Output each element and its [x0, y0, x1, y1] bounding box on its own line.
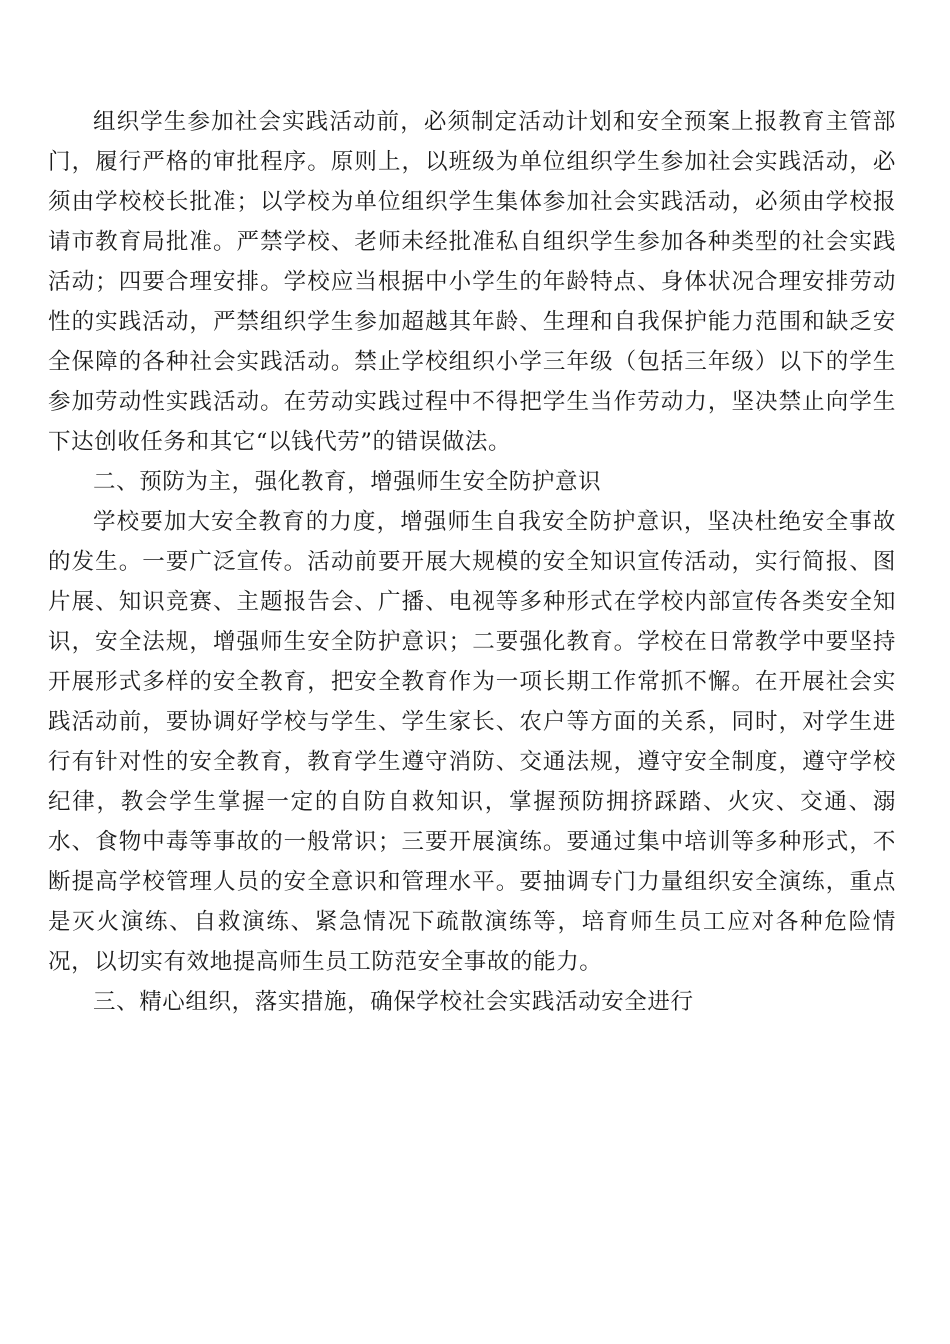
body-paragraph-1: 组织学生参加社会实践活动前，必须制定活动计划和安全预案上报教育主管部门，履行严格的审批程序。原则上，以班级为单位组织学生参加社会实践活动，必须由学校校长批准；以学校为单位组织学生集体参加社会实践活动，必须由学校报请市教育局批准。严禁学校、老师未经批准私自组织学生参加各种类型的社会实践活动；四要合理安排。学校应当根据中小学生的年龄特点、身体状况合理安排劳动性的实践活动，严禁组织学生参加超越其年龄、生理和自我保护能力范围和缺乏安全保障的各种社会实践活动。禁止学校组织小学三年级（包括三年级）以下的学生参加劳动性实践活动。在劳动实践过程中不得把学生当作劳动力，坚决禁止向学生下达创收任务和其它“以钱代劳”的错误做法。: [48, 109, 896, 455]
document-page: [48, 102, 896, 1022]
section-heading-3: 三、精心组织，落实措施，确保学校社会实践活动安全进行: [93, 989, 694, 1015]
body-paragraph-2: 学校要加大安全教育的力度，增强师生自我安全防护意识，坚决杜绝安全事故的发生。一要广泛宣传。活动前要开展大规模的安全知识宣传活动，实行简报、图片展、知识竞赛、主题报告会、广播、电视等多种形式在学校内部宣传各类安全知识，安全法规，增强师生安全防护意识；二要强化教育。学校在日常教学中要坚持开展形式多样的安全教育，把安全教育作为一项长期工作常抓不懈。在开展社会实践活动前，要协调好学校与学生、学生家长、农户等方面的关系，同时，对学生进行有针对性的安全教育，教育学生遵守消防、交通法规，遵守安全制度，遵守学校纪律，教会学生掌握一定的自防自救知识，掌握预防拥挤踩踏、火灾、交通、溺水、食物中毒等事故的一般常识；三要开展演练。要通过集中培训等多种形式，不断提高学校管理人员的安全意识和管理水平。要抽调专门力量组织安全演练，重点是灭火演练、自救演练、紧急情况下疏散演练等，培育师生员工应对各种危险情况，以切实有效地提高师生员工防范安全事故的能力。: [48, 509, 896, 975]
section-heading-2: 二、预防为主，强化教育，增强师生安全防护意识: [93, 469, 602, 495]
